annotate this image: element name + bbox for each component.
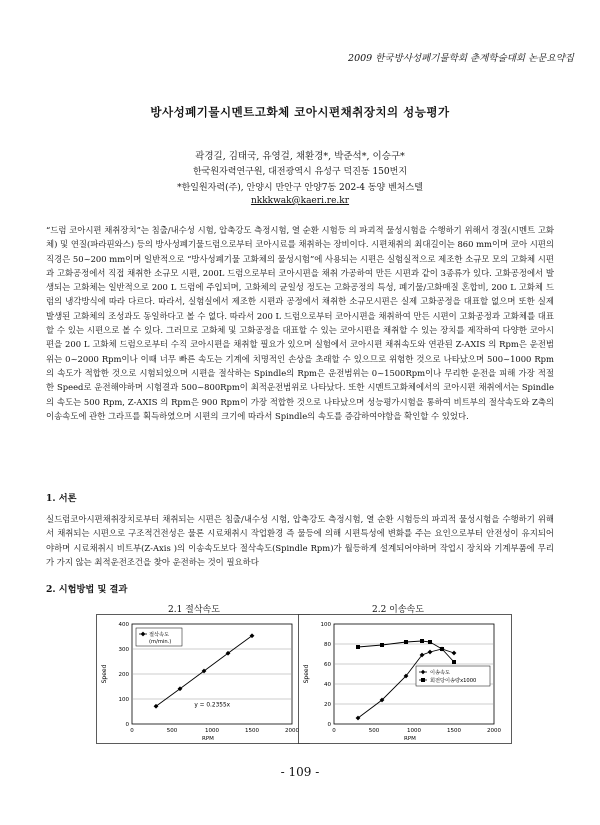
chart1-title: 2.1 절삭속도 bbox=[168, 605, 220, 615]
x-axis-label: RPM bbox=[404, 736, 416, 742]
legend-label: 이송속도 bbox=[430, 670, 451, 676]
y-tick-label: 0 bbox=[327, 722, 331, 728]
contact-email[interactable]: nkkkwak@kaeri.re.kr bbox=[250, 196, 350, 206]
x-tick-label: 1500 bbox=[245, 728, 259, 734]
y-tick-label: 0 bbox=[125, 722, 129, 728]
y-tick-label: 40 bbox=[324, 682, 331, 688]
y-tick-label: 400 bbox=[118, 622, 129, 628]
trendline-equation: y = 0.2355x bbox=[194, 702, 231, 709]
x-tick-label: 1000 bbox=[407, 728, 421, 734]
data-point bbox=[356, 645, 360, 649]
section-2-heading: 2. 시험방법 및 결과 bbox=[46, 584, 128, 595]
chart2-title: 2.2 이송속도 bbox=[372, 605, 424, 615]
affiliation-secondary: *한일원자력(주), 안양시 만안구 안양7동 202-4 동양 벤처스텔 bbox=[177, 183, 423, 193]
y-tick-label: 60 bbox=[324, 662, 331, 668]
x-tick-label: 0 bbox=[130, 728, 134, 734]
y-tick-label: 300 bbox=[118, 647, 129, 653]
x-tick-label: 2000 bbox=[285, 728, 299, 734]
chart-feed-speed bbox=[298, 614, 512, 744]
y-tick-label: 80 bbox=[324, 642, 331, 648]
abstract-text: “드럼 코아시편 채취장치”는 침출/내수성 시험, 압축강도 측정시험, 열 순환 시험등 의 파괴적 물성시험을 수행하기 위해서 경질(시멘트 고화체) 및 연질(파라핀와스) 등의 방사성폐기물드럼으로부터 코아시료를 채취하는 장비이다. 시편채취의 최대길이는 860 mm이며 코아 시편의 직경은 50~200 mm이며 일반적으로 “방사성폐기물 고화체의 물성시험”에 사용되는 시편은 실험실적으로 제조한 소규모 모의 고화체 시편과 고화공정에서 직접 채취한 소규모 시편, 200L 드럼으로부터 코아시편을 채취 가공하여 만든 시편과 같이 3종류가 있다. 고화공정에서 발생되는 고화체는 일반적으로 200 L 드럼에 주입되며, 고화체의 균일성 정도는 고화공정의 특성, 폐기물/고화매질 혼합비, 200 L 고화체 드럼의 냉각방식에 따라 다르다. 따라서, 실험실에서 제조한 시편과 공정에서 채취한 소규모시편은 실제 고화공정을 대표할 없으며 또한 실제 발생된 고화체의 조성과도 동일하다고 볼 수 없다. 따라서 200 L 드럼으로부터 코아시편을 채취하여 만든 시편이 고화공정과 고화체를 대표할 수 있는 시편으로 볼 수 있다. 그러므로 고화체 및 고화공정을 대표할 수 있는 코아시편을 채취할 수 있는 장치를 제작하여 다양한 코아시편을 200 L 고화체 드럼으로부터 수직 코아시편을 채취할 필요가 있으며 실험에서 코아시편 채취속도와 연관된 Z-AXIS 의 Rpm은 운전범위는 0~2000 Rpm이나 이때 너무 빠른 속도는 기계에 치명적인 손상을 초래할 수 있으므로 위험한 것으로 나타났으며 500~1000 Rpm의 속도가 적합한 것으로 시험되었으며 시편을 절삭하는 Spindle의 Rpm은 운전범위는 0~1500Rpm이나 무리한 운전을 피해 가장 적절한 Speed로 운전해야하며 시험결과 500~800Rpm이 최적운전범위로 나타났다. 또한 시멘트고화체에서의 코아시편 채취에서는 Spindle의 속도는 500 Rpm, Z-AXIS 의 Rpm은 900 Rpm이 가장 적합한 것으로 나타났으며 성능평가시험을 통하여 비트부의 절삭속도와 Z축의 이송속도에 관한 그라프를 획득하였으며 시편의 크기에 따라서 Spindle의 속도를 증감하여야함을 확인할 수 있었다. bbox=[46, 225, 554, 421]
running-header: 2009 한국방사성폐기물학회 춘계학술대회 논문요약집 bbox=[348, 53, 574, 64]
x-tick-label: 2000 bbox=[487, 728, 501, 734]
chart-cutting-speed bbox=[96, 614, 310, 744]
y-tick-label: 100 bbox=[320, 622, 331, 628]
legend-label: 회전당이송량x1000 bbox=[430, 678, 477, 684]
legend-label: (m/min.) bbox=[149, 639, 172, 645]
x-tick-label: 500 bbox=[368, 728, 380, 734]
data-point bbox=[440, 647, 444, 651]
y-axis-label: Speed bbox=[101, 664, 108, 684]
x-axis-label: RPM bbox=[202, 736, 214, 742]
section-1-text: 실드럼코아시편채취장치로부터 채취되는 시편은 침출/내수성 시험, 압축강도 측정시험, 열 순환 시험등의 파괴적 물성시험을 수행하기 위해서 채취되는 시편으로 구조적건전성은 물론 시료채취시 작업환경 즉 물등에 의해 시편특성에 변화를 주는 요인으로부터 안전성이 유지되어야하며 시료채취시 비트부(Z-Axis )의 이송속도보다 절삭속도(Spindle Rpm)가 월등하게 설계되어야하며 작업시 장치와 기계부품에 무리가 가지 않는 최적운전조건을 찾아 운전하는 것이 필요하다 bbox=[46, 514, 554, 567]
affiliation-primary: 한국원자력연구원, 대전광역시 유성구 덕진동 150번지 bbox=[192, 167, 408, 177]
x-tick-label: 0 bbox=[332, 728, 336, 734]
legend-marker bbox=[421, 678, 425, 682]
page-number: - 109 - bbox=[280, 765, 320, 779]
data-point bbox=[452, 660, 456, 664]
y-tick-label: 100 bbox=[118, 697, 129, 703]
y-tick-label: 200 bbox=[118, 672, 129, 678]
y-tick-label: 20 bbox=[324, 702, 331, 708]
data-point bbox=[420, 639, 424, 643]
author-list: 곽경길, 김태국, 유영걸, 채환경*, 박준석*, 이승구* bbox=[195, 151, 405, 162]
data-point bbox=[380, 643, 384, 647]
legend-label: 절삭속도 bbox=[149, 632, 170, 638]
data-point bbox=[404, 640, 408, 644]
y-axis-label: Speed bbox=[303, 664, 310, 684]
section-1-heading: 1. 서론 bbox=[46, 493, 77, 504]
paper-title: 방사성폐기물시멘트고화체 코아시편채취장치의 성능평가 bbox=[150, 105, 450, 119]
data-point bbox=[428, 640, 432, 644]
x-tick-label: 1500 bbox=[447, 728, 461, 734]
x-tick-label: 1000 bbox=[205, 728, 219, 734]
x-tick-label: 500 bbox=[166, 728, 178, 734]
